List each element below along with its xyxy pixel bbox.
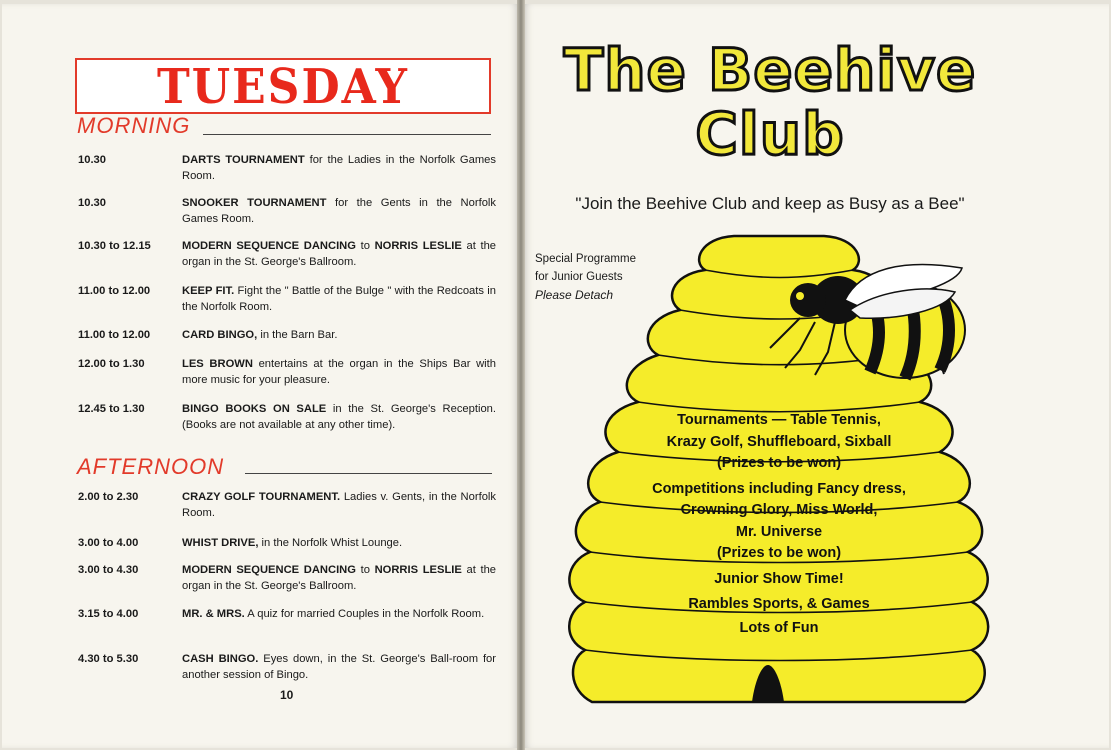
event-description: CASH BINGO. Eyes down, in the St. George's Ball-room for another session of Bingo. [182, 653, 496, 681]
event-description: KEEP FIT. Fight the " Battle of the Bulge " with the Redcoats in the Norfolk Room. [182, 285, 497, 313]
junior-line1: Special Programme [535, 253, 636, 265]
event-time: 3.00 to 4.00 [78, 537, 139, 549]
hive-line: (Prizes to be won) [716, 545, 842, 561]
event-time: 10.30 to 12.15 [78, 240, 151, 252]
event-description: DARTS TOURNAMENT for the Ladies in the Norfolk Games Room. [182, 154, 496, 182]
hive-line: Tournaments — Table Tennis, [677, 412, 881, 428]
junior-programme-note [535, 250, 655, 304]
event-description: WHIST DRIVE, in the Norfolk Whist Lounge. [182, 537, 403, 549]
event-time: 3.00 to 4.30 [78, 564, 139, 576]
event-description: LES BROWN entertains at the organ in the Ships Bar with more music for your pleasure. [182, 358, 496, 386]
event-description: MODERN SEQUENCE DANCING to NORRIS LESLIE at the organ in the St. George's Ballroom. [182, 564, 497, 592]
club-slogan: "Join the Beehive Club and keep as Busy as a Bee" [575, 194, 965, 213]
event-time: 11.00 to 12.00 [78, 285, 151, 297]
event-title: SNOOKER TOURNAMENT [182, 197, 327, 209]
event-time: 12.00 to 1.30 [78, 358, 145, 370]
event-title: MODERN SEQUENCE DANCING [182, 240, 356, 252]
event-time: 2.00 to 2.30 [78, 491, 139, 503]
junior-line3: Please Detach [535, 288, 614, 302]
event-title: MR. & MRS. [182, 608, 245, 620]
event-title: CARD BINGO, [182, 329, 258, 341]
hive-line: (Prizes to be won) [716, 455, 842, 471]
club-title-line1: The Beehive [563, 36, 977, 104]
event-description: BINGO BOOKS ON SALE in the St. George's Reception. (Books are not available at any other time). [182, 403, 497, 431]
event-description: MR. & MRS. A quiz for married Couples in the Norfolk Room. [182, 608, 485, 620]
club-title-line2: Club [695, 100, 845, 168]
event-title: CRAZY GOLF TOURNAMENT. [182, 491, 341, 503]
event-title: BINGO BOOKS ON SALE [182, 403, 327, 415]
morning-heading: MORNING [77, 113, 191, 138]
hive-line: Crowning Glory, Miss World, [680, 502, 878, 518]
event-time: 11.00 to 12.00 [78, 329, 151, 341]
event-description: SNOOKER TOURNAMENT for the Gents in the Norfolk Games Room. [182, 197, 496, 225]
event-time: 10.30 [78, 197, 106, 209]
event-description: MODERN SEQUENCE DANCING to NORRIS LESLIE at the organ in the St. George's Ballroom. [182, 240, 497, 268]
event-title: CASH BINGO. [182, 653, 259, 665]
event-time: 4.30 to 5.30 [78, 653, 139, 665]
hive-line: Rambles Sports, & Games [688, 596, 870, 612]
event-title: WHIST DRIVE, [182, 537, 259, 549]
hive-line: Junior Show Time! [714, 570, 844, 587]
event-time: 12.45 to 1.30 [78, 403, 145, 415]
event-performer: NORRIS LESLIE [374, 564, 462, 576]
page-number: 10 [280, 688, 294, 702]
junior-line2: for Junior Guests [535, 271, 623, 283]
hive-line: Competitions including Fancy dress, [652, 480, 906, 497]
event-time: 10.30 [78, 154, 106, 166]
event-title: LES BROWN [182, 358, 253, 370]
hive-line: Lots of Fun [739, 619, 819, 636]
afternoon-heading: AFTERNOON [77, 454, 225, 479]
day-title: TUESDAY [157, 59, 409, 116]
event-title: MODERN SEQUENCE DANCING [182, 564, 356, 576]
hive-line: Mr. Universe [735, 523, 823, 540]
event-title: DARTS TOURNAMENT [182, 154, 305, 166]
hive-line: Krazy Golf, Shuffleboard, Sixball [666, 433, 892, 450]
event-time: 3.15 to 4.00 [78, 608, 139, 620]
event-description: CARD BINGO, in the Barn Bar. [182, 329, 338, 341]
hive-activities [585, 410, 973, 639]
event-performer: NORRIS LESLIE [374, 240, 462, 252]
event-title: KEEP FIT. [182, 285, 235, 297]
event-description: CRAZY GOLF TOURNAMENT. Ladies v. Gents, in the Norfolk Room. [182, 491, 496, 519]
